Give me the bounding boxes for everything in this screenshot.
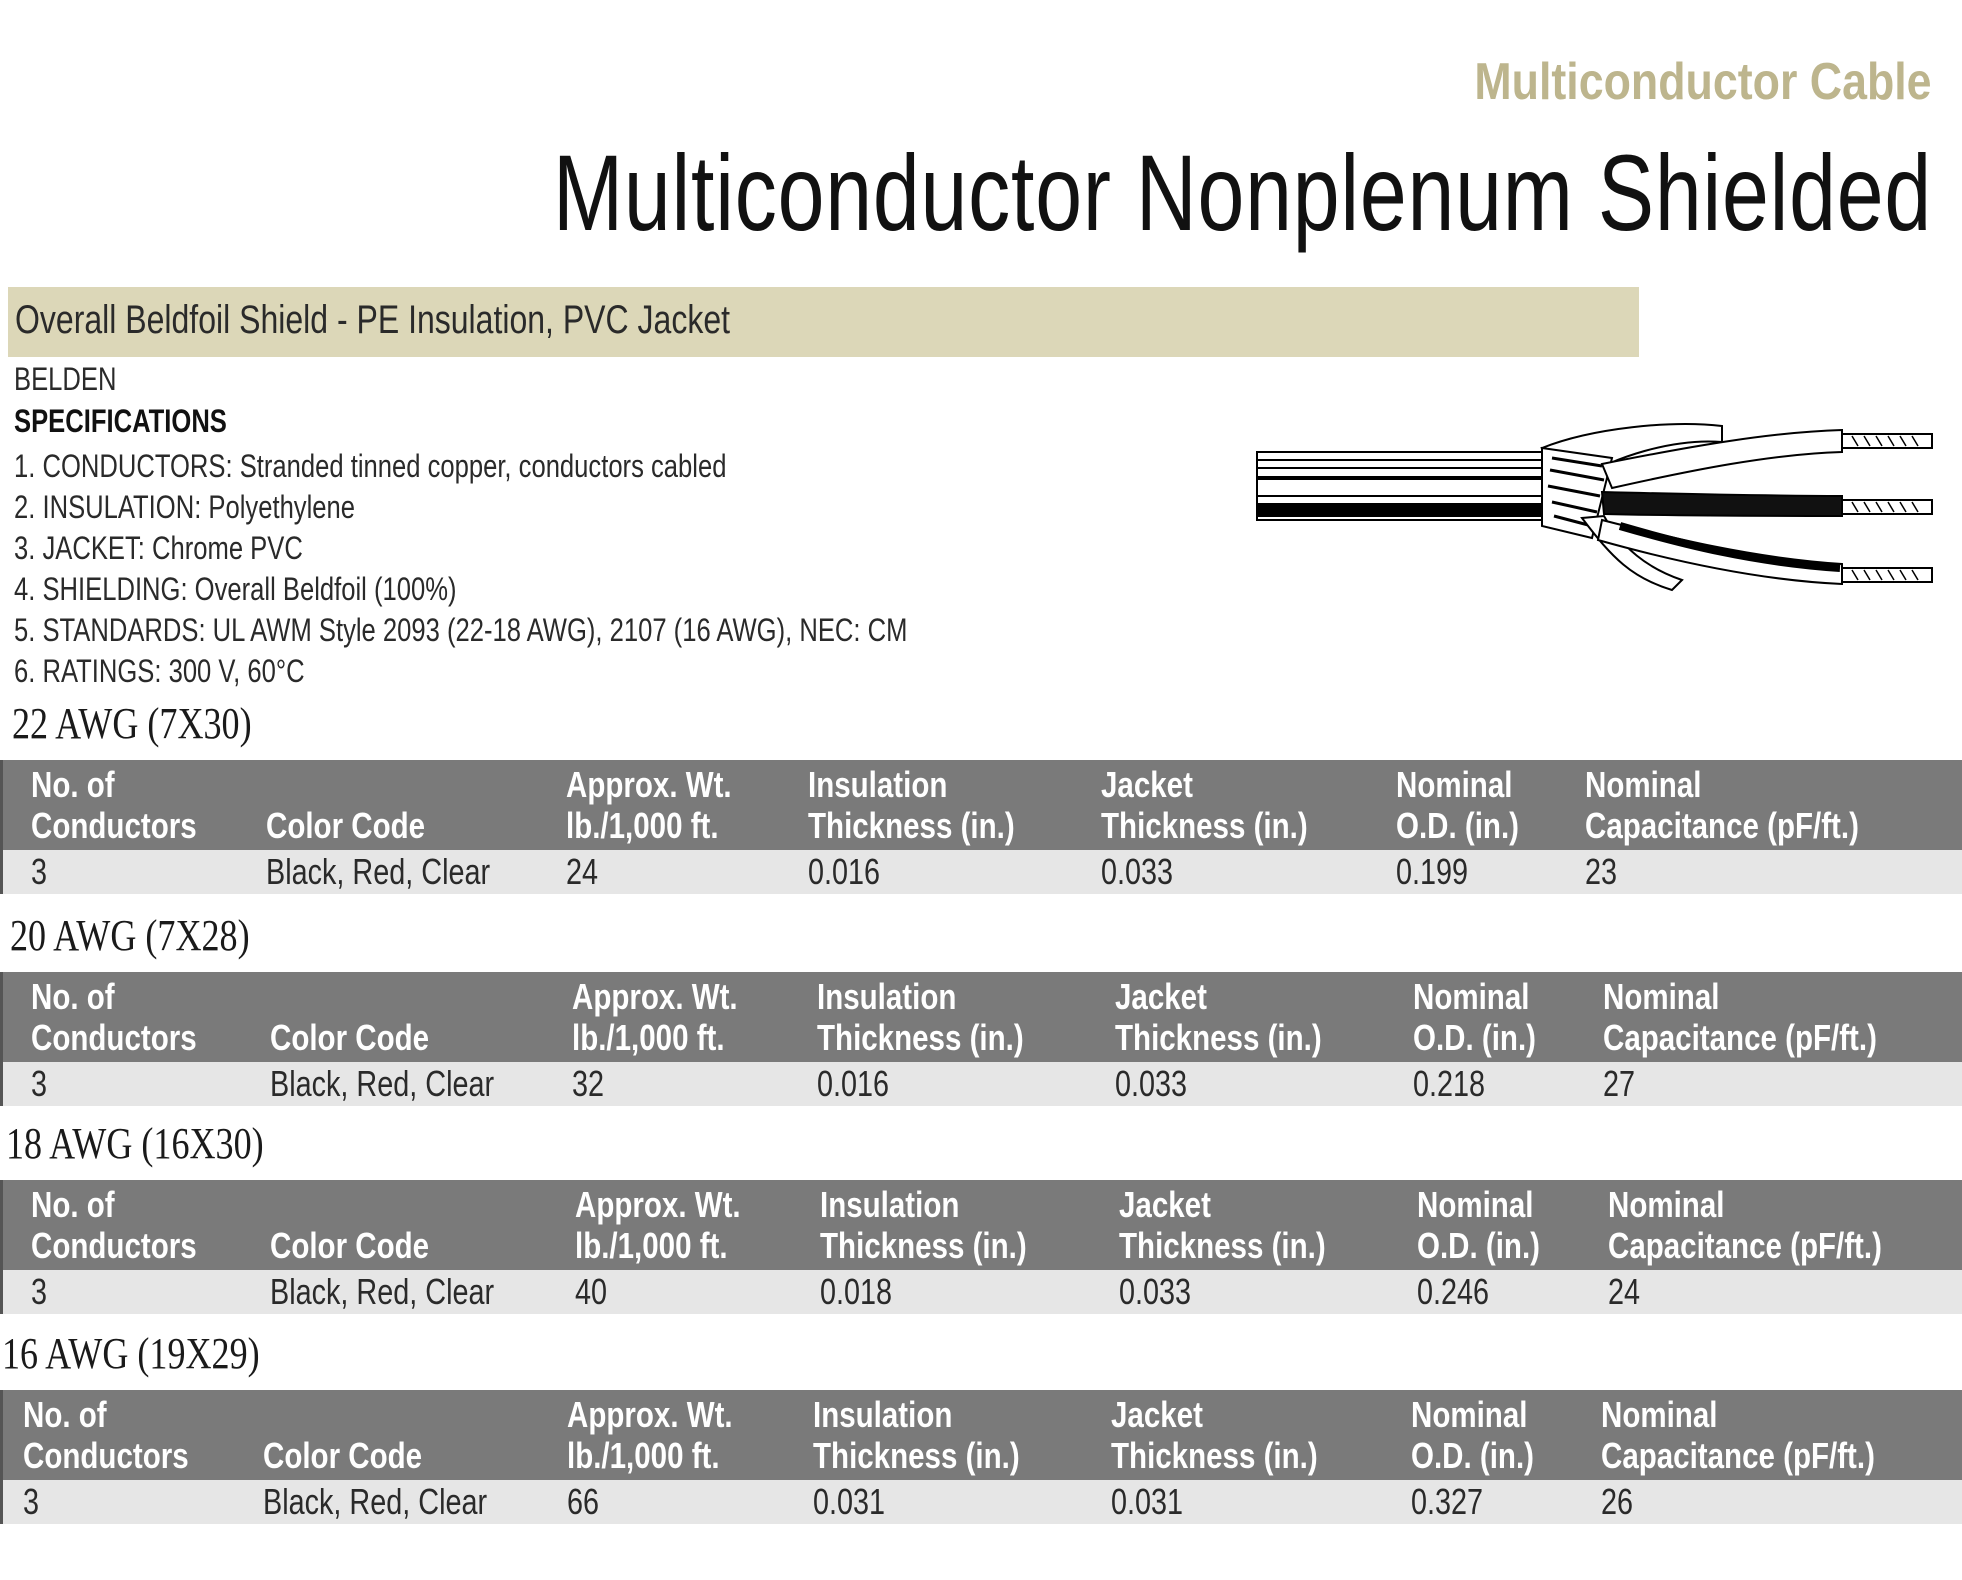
spec-table-22awg bbox=[0, 760, 1962, 894]
cell: 0.199 bbox=[1396, 851, 1469, 892]
col-header: Approx. Wt. lb./1,000 ft. bbox=[566, 764, 732, 846]
category-label: Multiconductor Cable bbox=[1474, 53, 1932, 111]
page-title: Multiconductor Nonplenum Shielded bbox=[552, 132, 1932, 253]
cell: 0.031 bbox=[1111, 1481, 1184, 1522]
table-header bbox=[0, 1180, 1962, 1270]
section-title-16awg: 16 AWG (19X29) bbox=[2, 1329, 260, 1378]
cell: Black, Red, Clear bbox=[270, 1271, 495, 1312]
col-header: Insulation Thickness (in.) bbox=[820, 1184, 1027, 1266]
specifications-heading: SPECIFICATIONS bbox=[14, 403, 227, 439]
cell: 24 bbox=[1608, 1271, 1641, 1312]
brand-label: BELDEN bbox=[14, 361, 117, 397]
spec-item: 5. STANDARDS: UL AWM Style 2093 (22-18 AWG), 2107 (16 AWG), NEC: CM bbox=[14, 612, 908, 648]
cell: 3 bbox=[31, 1063, 48, 1104]
cell: 0.018 bbox=[820, 1271, 893, 1312]
cell: 0.033 bbox=[1119, 1271, 1192, 1312]
cell: 27 bbox=[1603, 1063, 1636, 1104]
spec-item: 3. JACKET: Chrome PVC bbox=[14, 530, 303, 566]
cell: 26 bbox=[1601, 1481, 1634, 1522]
spec-item: 1. CONDUCTORS: Stranded tinned copper, conductors cabled bbox=[14, 448, 727, 484]
col-header: Nominal Capacitance (pF/ft.) bbox=[1608, 1184, 1882, 1266]
table-header bbox=[0, 760, 1962, 850]
col-header: Approx. Wt. lb./1,000 ft. bbox=[567, 1394, 733, 1476]
col-header: No. of Conductors bbox=[23, 1394, 189, 1476]
cell: Black, Red, Clear bbox=[263, 1481, 488, 1522]
col-header: Insulation Thickness (in.) bbox=[813, 1394, 1020, 1476]
spec-table-20awg bbox=[0, 972, 1962, 1106]
banner-text: Overall Beldfoil Shield - PE Insulation, PVC Jacket bbox=[15, 298, 730, 342]
specifications-list bbox=[14, 448, 1131, 694]
col-header: Approx. Wt. lb./1,000 ft. bbox=[575, 1184, 741, 1266]
col-header: Jacket Thickness (in.) bbox=[1115, 976, 1322, 1058]
col-header: Nominal O.D. (in.) bbox=[1417, 1184, 1540, 1266]
col-header: Color Code bbox=[270, 1017, 430, 1058]
cell: 0.246 bbox=[1417, 1271, 1490, 1312]
col-header: Jacket Thickness (in.) bbox=[1101, 764, 1308, 846]
section-title-22awg: 22 AWG (7X30) bbox=[12, 699, 252, 748]
table-row bbox=[0, 850, 1962, 894]
cell: 66 bbox=[567, 1481, 600, 1522]
table-row bbox=[0, 1062, 1962, 1106]
cell: 32 bbox=[572, 1063, 605, 1104]
cell: 40 bbox=[575, 1271, 608, 1312]
col-header: Jacket Thickness (in.) bbox=[1119, 1184, 1326, 1266]
col-header: No. of Conductors bbox=[31, 976, 197, 1058]
cell: 0.031 bbox=[813, 1481, 886, 1522]
col-header: Approx. Wt. lb./1,000 ft. bbox=[572, 976, 738, 1058]
col-header: No. of Conductors bbox=[31, 764, 197, 846]
col-header: Nominal O.D. (in.) bbox=[1411, 1394, 1534, 1476]
cell: 0.033 bbox=[1115, 1063, 1188, 1104]
product-banner bbox=[8, 287, 1639, 357]
section-title-20awg: 20 AWG (7X28) bbox=[10, 911, 250, 960]
cell: Black, Red, Clear bbox=[270, 1063, 495, 1104]
cell: 24 bbox=[566, 851, 599, 892]
cell: 0.327 bbox=[1411, 1481, 1484, 1522]
cell: 3 bbox=[31, 1271, 48, 1312]
col-header: Color Code bbox=[263, 1435, 423, 1476]
spec-item: 4. SHIELDING: Overall Beldfoil (100%) bbox=[14, 571, 457, 607]
cell: Black, Red, Clear bbox=[266, 851, 491, 892]
table-header bbox=[0, 1390, 1962, 1480]
cell: 0.218 bbox=[1413, 1063, 1486, 1104]
cell: 0.033 bbox=[1101, 851, 1174, 892]
col-header: No. of Conductors bbox=[31, 1184, 197, 1266]
table-row bbox=[0, 1270, 1962, 1314]
section-title-18awg: 18 AWG (16X30) bbox=[6, 1119, 264, 1168]
spec-table-16awg bbox=[0, 1390, 1962, 1524]
cable-illustration bbox=[1252, 408, 1942, 598]
col-header: Nominal Capacitance (pF/ft.) bbox=[1603, 976, 1877, 1058]
col-header: Nominal O.D. (in.) bbox=[1413, 976, 1536, 1058]
cell: 0.016 bbox=[808, 851, 881, 892]
cell: 3 bbox=[31, 851, 48, 892]
table-row bbox=[0, 1480, 1962, 1524]
col-header: Color Code bbox=[266, 805, 426, 846]
col-header: Insulation Thickness (in.) bbox=[817, 976, 1024, 1058]
spec-item: 2. INSULATION: Polyethylene bbox=[14, 489, 355, 525]
table-header bbox=[0, 972, 1962, 1062]
spec-item: 6. RATINGS: 300 V, 60°C bbox=[14, 653, 305, 689]
cell: 23 bbox=[1585, 851, 1618, 892]
col-header: Nominal O.D. (in.) bbox=[1396, 764, 1519, 846]
col-header: Color Code bbox=[270, 1225, 430, 1266]
cell: 3 bbox=[23, 1481, 40, 1522]
col-header: Insulation Thickness (in.) bbox=[808, 764, 1015, 846]
spec-table-18awg bbox=[0, 1180, 1962, 1314]
cell: 0.016 bbox=[817, 1063, 890, 1104]
col-header: Nominal Capacitance (pF/ft.) bbox=[1601, 1394, 1875, 1476]
col-header: Nominal Capacitance (pF/ft.) bbox=[1585, 764, 1859, 846]
col-header: Jacket Thickness (in.) bbox=[1111, 1394, 1318, 1476]
